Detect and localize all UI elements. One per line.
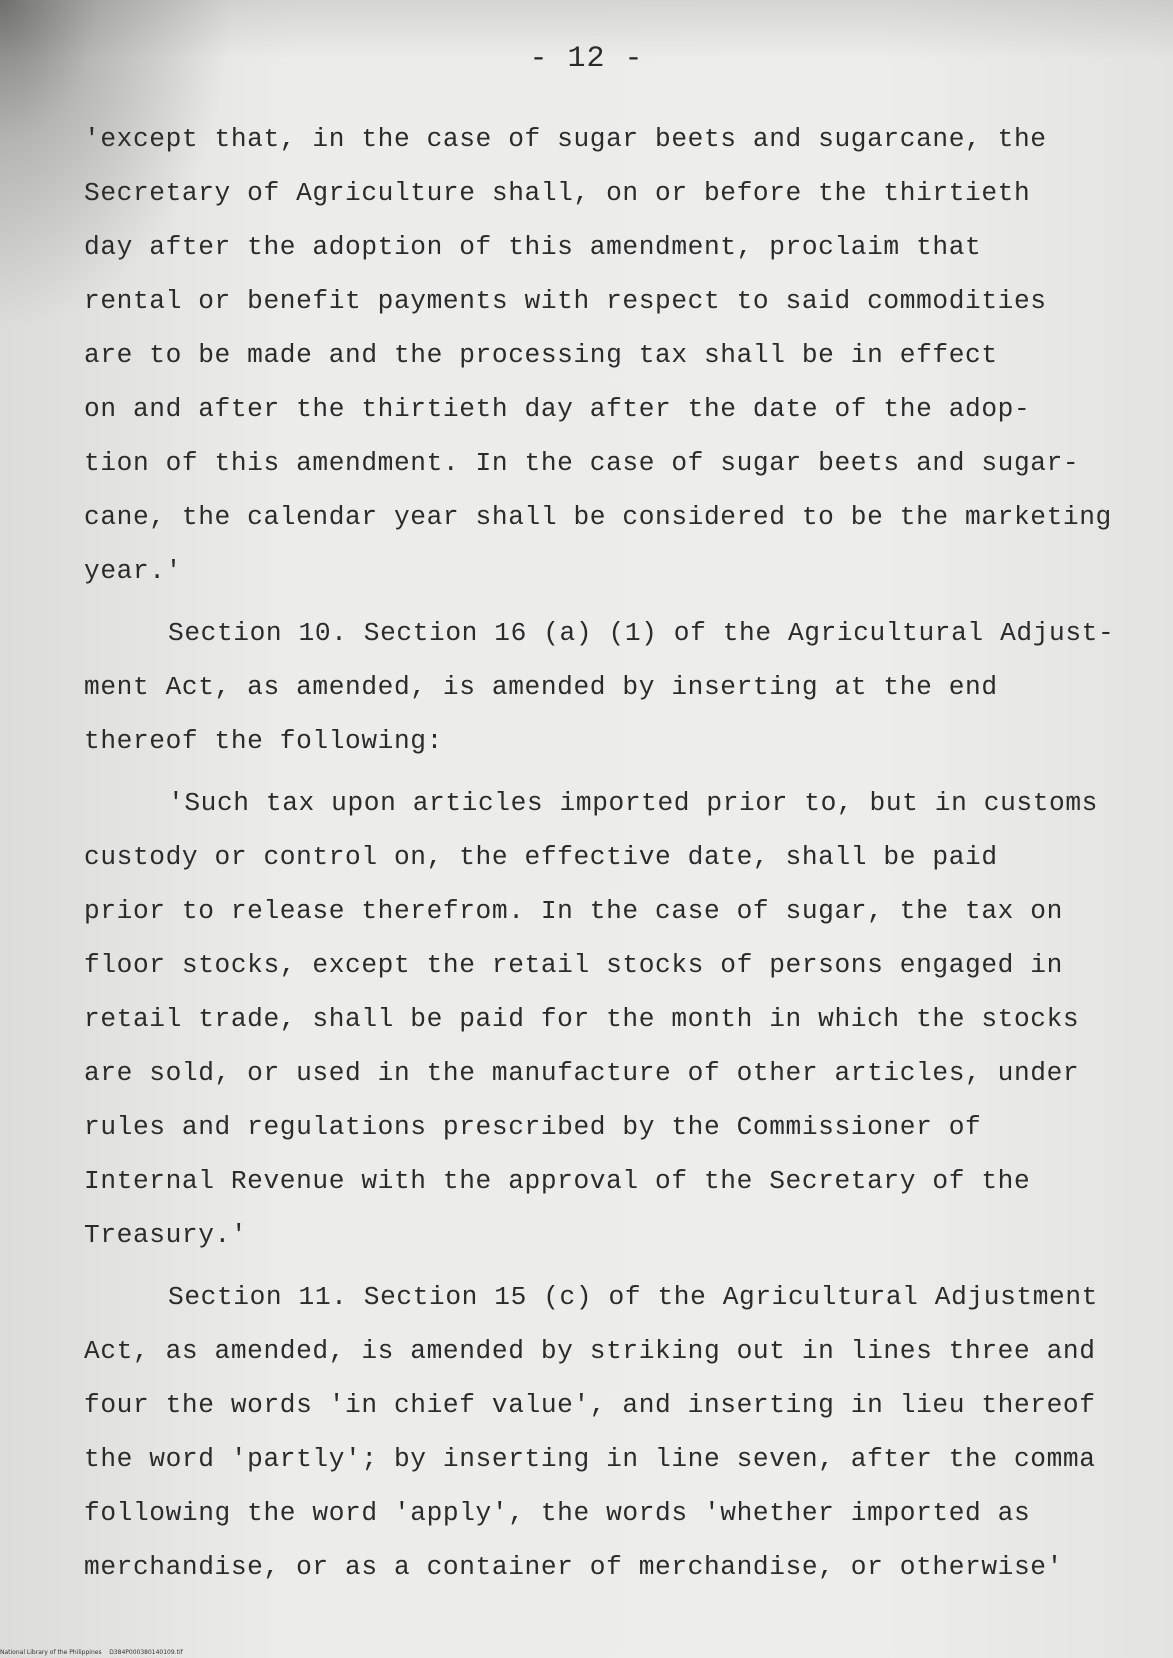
text-line: ment Act, as amended, is amended by inserting at the end <box>84 672 998 702</box>
text-line: prior to release therefrom. In the case of sugar, the tax on <box>84 896 1063 926</box>
text-line: four the words 'in chief value', and inserting in lieu thereof <box>84 1390 1096 1420</box>
text-line: Section 10. Section 16 (a) (1) of the Agricultural Adjust- <box>168 618 1115 648</box>
text-line: rules and regulations prescribed by the Commissioner of <box>84 1112 982 1142</box>
text-line: cane, the calendar year shall be considered to be the marketing <box>84 502 1112 532</box>
text-line: floor stocks, except the retail stocks of persons engaged in <box>84 950 1063 980</box>
text-line: Section 11. Section 15 (c) of the Agricultural Adjustment <box>168 1282 1098 1312</box>
text-line: Internal Revenue with the approval of the Secretary of the <box>84 1166 1031 1196</box>
text-line: are to be made and the processing tax shall be in effect <box>84 340 998 370</box>
text-line: following the word 'apply', the words 'whether imported as <box>84 1498 1031 1528</box>
text-line: tion of this amendment. In the case of sugar beets and sugar- <box>84 448 1080 478</box>
text-line: are sold, or used in the manufacture of other articles, under <box>84 1058 1080 1088</box>
text-line: 'Such tax upon articles imported prior to, but in customs <box>168 788 1098 818</box>
text-line: 'except that, in the case of sugar beets and sugarcane, the <box>84 124 1047 154</box>
text-line: day after the adoption of this amendment, proclaim that <box>84 232 982 262</box>
page-number: - 12 - <box>529 42 644 76</box>
text-line: on and after the thirtieth day after the date of the adop- <box>84 394 1031 424</box>
text-line: custody or control on, the effective date, shall be paid <box>84 842 998 872</box>
text-line: Act, as amended, is amended by striking out in lines three and <box>84 1336 1096 1366</box>
text-line: the word 'partly'; by inserting in line seven, after the comma <box>84 1444 1096 1474</box>
text-line: thereof the following: <box>84 726 443 756</box>
text-line: Secretary of Agriculture shall, on or before the thirtieth <box>84 178 1031 208</box>
text-line: rental or benefit payments with respect to said commodities <box>84 286 1047 316</box>
text-line: Treasury.' <box>84 1220 248 1250</box>
scan-footer: National Library of the Philippines D384P000380140109.tif <box>0 1649 183 1656</box>
text-line: year.' <box>84 556 182 586</box>
text-line: merchandise, or as a container of merchandise, or otherwise' <box>84 1552 1063 1582</box>
text-line: retail trade, shall be paid for the month in which the stocks <box>84 1004 1080 1034</box>
